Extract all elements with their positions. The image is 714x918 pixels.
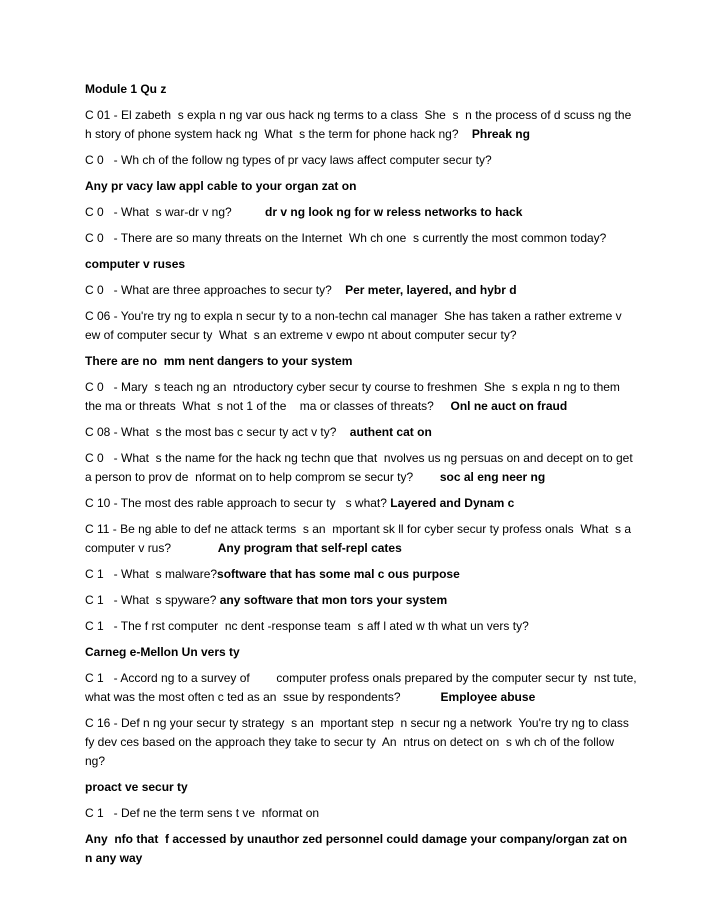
question-6	[85, 307, 637, 345]
question-5	[85, 281, 637, 300]
answer-text: any software that mon tors your system	[219, 593, 448, 607]
question-text: C 16 - Def n ng your secur ty strategy s an mportant step n secur ng a network You're try ng to class fy dev ces based on the approach they take to secur ty An ntrus on detect on s wh ch of the follow ng?	[85, 716, 633, 768]
question-13	[85, 591, 637, 610]
question-text: C 11 - Be ng able to def ne attack terms s an mportant sk ll for cyber secur ty profess onals What s a computer v rus?	[85, 522, 635, 555]
question-text: C 01 - El zabeth s expla n ng var ous hack ng terms to a class She s n the process of d scuss ng the h story of phone system hack ng What s the term for phone hack ng?	[85, 108, 635, 141]
question-14	[85, 617, 637, 636]
answer-text: Onl ne auct on fraud	[450, 399, 568, 413]
answer-14: Carneg e-Mellon Un vers ty	[85, 645, 240, 659]
question-3	[85, 203, 637, 222]
question-15	[85, 669, 640, 707]
question-12	[85, 565, 637, 584]
question-text: C 10 - The most des rable approach to secur ty s what?	[85, 496, 391, 510]
question-2	[85, 151, 637, 170]
answer-text: Per meter, layered, and hybr d	[345, 283, 517, 297]
question-16	[85, 714, 637, 771]
question-9	[85, 449, 637, 487]
question-7	[85, 378, 637, 416]
question-text: C 0 - What are three approaches to secur ty?	[85, 283, 346, 297]
question-text: C 0 - Mary s teach ng an ntroductory cyber secur ty course to freshmen She s expla n ng to them the ma or threats What s not 1 of the ma or classes of threats?	[85, 380, 624, 413]
question-text: C 1 - What s malware?	[85, 567, 218, 581]
question-text: C 06 - You're try ng to expla n secur ty to a non-techn cal manager She has taken a rather extreme v ew of computer secur ty What s an extreme v ewpo nt about computer secur ty?	[85, 309, 625, 342]
answer-text: Phreak ng	[471, 127, 530, 141]
answer-text: soc al eng neer ng	[439, 470, 546, 484]
answer-text: Employee abuse	[440, 690, 536, 704]
quiz-content	[85, 80, 640, 875]
answer-16: proact ve secur ty	[85, 780, 188, 794]
answer-text: software that has some mal c ous purpose	[217, 567, 460, 581]
question-text: C 08 - What s the most bas c secur ty act v ty?	[85, 425, 350, 439]
answer-text: Any program that self-repl cates	[217, 541, 402, 555]
question-text: C 0 - What s the name for the hack ng techn que that nvolves us ng persuas on and decept on to get a person to prov de nformat on to help comprom se secur ty?	[85, 451, 637, 484]
answer-text: dr v ng look ng for w reless networks to hack	[265, 205, 523, 219]
question-text: C 0 - Wh ch of the follow ng types of pr vacy laws affect computer secur ty?	[85, 153, 492, 167]
answer-17: Any nfo that f accessed by unauthor zed personnel could damage your company/organ zat on n any way	[85, 832, 634, 865]
question-8	[85, 423, 637, 442]
question-text: C 1 - Def ne the term sens t ve nformat on	[85, 806, 320, 820]
question-text: C 1 - Accord ng to a survey of computer profess onals prepared by the computer secur ty nst tute, what was the most often c ted as an ssue by respondents?	[85, 671, 640, 704]
question-text: C 0 - What s war-dr v ng?	[85, 205, 266, 219]
question-text: C 1 - The f rst computer nc dent -response team s aff l ated w th what un vers ty?	[85, 619, 529, 633]
question-4	[85, 229, 637, 248]
question-17	[85, 804, 637, 823]
question-10	[85, 494, 637, 513]
answer-2: Any pr vacy law appl cable to your organ zat on	[85, 179, 357, 193]
answer-text: authent cat on	[349, 425, 432, 439]
answer-4: computer v ruses	[85, 257, 186, 271]
answer-text: Layered and Dynam c	[390, 496, 515, 510]
page-title: Module 1 Qu z	[85, 82, 167, 96]
answer-6: There are no mm nent dangers to your system	[85, 354, 353, 368]
question-text: C 1 - What s spyware?	[85, 593, 220, 607]
question-1	[85, 106, 637, 144]
question-text: C 0 - There are so many threats on the Internet Wh ch one s currently the most common today?	[85, 231, 607, 245]
question-11	[85, 520, 637, 558]
